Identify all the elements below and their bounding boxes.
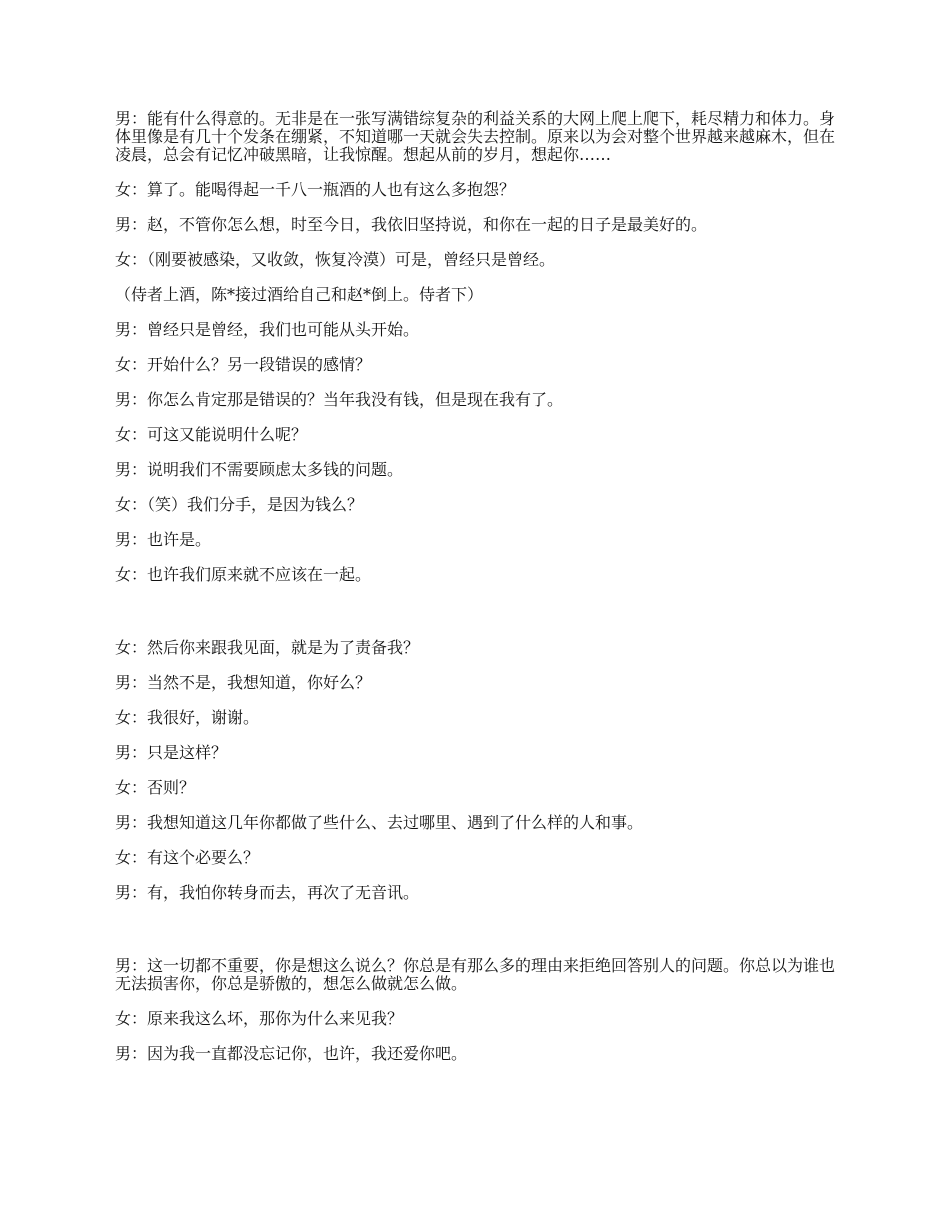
dialogue-line: 女：我很好，谢谢。 [115, 708, 260, 727]
dialogue-line: 女：也许我们原来就不应该在一起。 [115, 565, 372, 584]
dialogue-line: 女：否则？ [115, 778, 196, 797]
dialogue-line: 男：这一切都不重要，你是想这么说么？你总是有那么多的理由来拒绝回答别人的问题。你总以为谁也无法损害你，你总是骄傲的，想怎么做就怎么做。 [115, 956, 836, 993]
dialogue-line: 男：能有什么得意的。无非是在一张写满错综复杂的利益关系的大网上爬上爬下，耗尽精力和体力。身体里像是有几十个发条在绷紧，不知道哪一天就会失去控制。原来以为会对整个世界越来越麻木，但在凌晨，总会有记忆冲破黑暗，让我惊醒。想起从前的岁月，想起你…… [115, 109, 836, 164]
dialogue-line: 男：当然不是，我想知道，你好么？ [115, 673, 372, 692]
dialogue-line: 男：曾经只是曾经，我们也可能从头开始。 [115, 320, 420, 339]
dialogue-line: 女：开始什么？另一段错误的感情？ [115, 355, 372, 374]
stage-direction: （侍者上酒，陈*接过酒给自己和赵*倒上。侍者下） [115, 285, 484, 304]
dialogue-line: 女：然后你来跟我见面，就是为了责备我？ [115, 638, 420, 657]
dialogue-line: 男：说明我们不需要顾虑太多钱的问题。 [115, 460, 404, 479]
dialogue-text [115, 110, 841, 1080]
dialogue-line: 女：原来我这么坏，那你为什么来见我？ [115, 1009, 404, 1028]
dialogue-line: 男：因为我一直都没忘记你，也许，我还爱你吧。 [115, 1044, 468, 1063]
dialogue-line: 男：只是这样？ [115, 743, 228, 762]
dialogue-line: 女：可这又能说明什么呢？ [115, 425, 308, 444]
section-gap [115, 919, 841, 957]
dialogue-line: 女：（刚要被感染，又收敛，恢复冷漠）可是，曾经只是曾经。 [115, 250, 556, 269]
dialogue-line: 女：有这个必要么？ [115, 848, 260, 867]
dialogue-line: 男：有，我怕你转身而去，再次了无音讯。 [115, 883, 420, 902]
section-gap [115, 601, 841, 639]
dialogue-line: 男：也许是。 [115, 530, 212, 549]
dialogue-line: 男：你怎么肯定那是错误的？当年我没有钱，但是现在我有了。 [115, 390, 564, 409]
dialogue-line: 男：我想知道这几年你都做了些什么、去过哪里、遇到了什么样的人和事。 [115, 813, 644, 832]
dialogue-line: 女：算了。能喝得起一千八一瓶酒的人也有这么多抱怨？ [115, 180, 516, 199]
dialogue-line: 女：（笑）我们分手，是因为钱么？ [115, 495, 364, 514]
dialogue-line: 男：赵，不管你怎么想，时至今日，我依旧坚持说，和你在一起的日子是最美好的。 [115, 215, 708, 234]
